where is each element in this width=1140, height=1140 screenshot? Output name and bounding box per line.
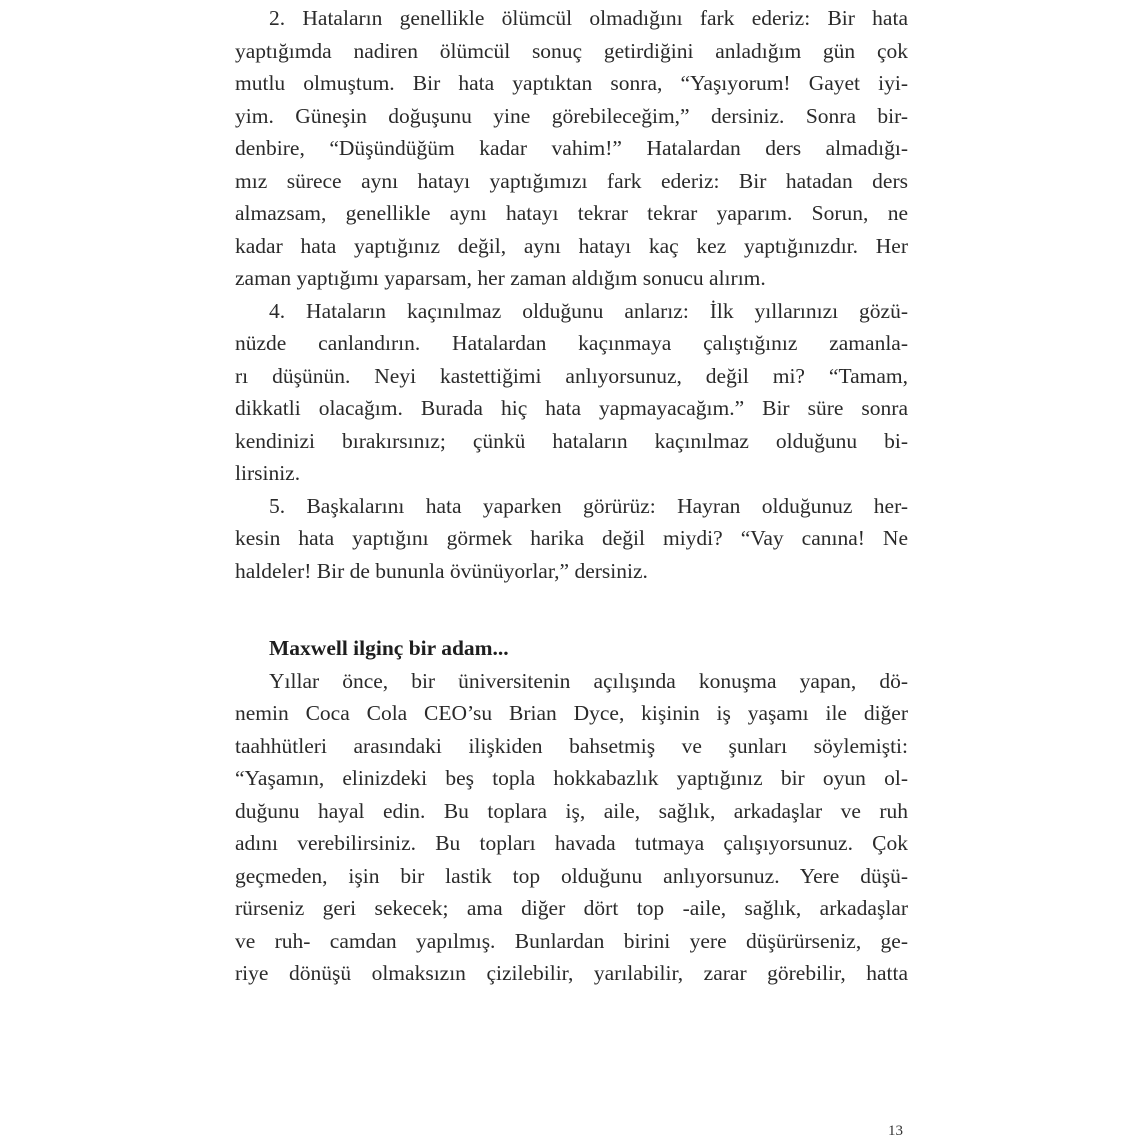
paragraph-section-body xyxy=(235,665,908,990)
text-line: haldeler! Bir de bununla övünüyorlar,” dersiniz. xyxy=(235,558,648,583)
section-heading: Maxwell ilginç bir adam... xyxy=(269,636,509,660)
text-line: duğunu hayal edin. Bu toplara iş, aile, sağlık, arkadaşlar ve ruh xyxy=(235,798,908,823)
text-line: mutlu olmuştum. Bir hata yaptıktan sonra, “Yaşıyorum! Gayet iyi- xyxy=(235,71,908,95)
paragraph-item-2 xyxy=(235,2,908,295)
text-line: ve ruh- camdan yapılmış. Bunlardan birini yere düşürürseniz, ge- xyxy=(235,928,908,953)
text-line: nüzde canlandırın. Hatalardan kaçınmaya çalıştığınız zamanla- xyxy=(235,331,908,355)
text-line: riye dönüşü olmaksızın çizilebilir, yarılabilir, zarar görebilir, hatta xyxy=(235,961,908,985)
text-line: denbire, “Düşündüğüm kadar vahim!” Hatalardan ders almadığı- xyxy=(235,136,908,160)
text-line: rürseniz geri sekecek; ama diğer dört top -aile, sağlık, arkadaşlar xyxy=(235,896,908,920)
section-spacer xyxy=(235,587,908,632)
text-line: kadar hata yaptığınız değil, aynı hatayı kaç kez yaptığınızdır. Her xyxy=(235,233,908,258)
text-line: almazsam, genellikle aynı hatayı tekrar tekrar yaparım. Sorun, ne xyxy=(235,201,908,225)
text-line: rı düşünün. Neyi kastettiğimi anlıyorsunuz, değil mi? “Tamam, xyxy=(235,363,908,388)
text-line: kesin hata yaptığını görmek harika değil miydi? “Vay canına! Ne xyxy=(235,526,908,550)
text-line: dikkatli olacağım. Burada hiç hata yapmayacağım.” Bir süre sonra xyxy=(235,396,908,420)
paragraph-item-4 xyxy=(235,295,908,490)
text-line: “Yaşamın, elinizdeki beş topla hokkabazlık yaptığınız bir oyun ol- xyxy=(235,766,908,790)
text-line: kendinizi bırakırsınız; çünkü hataların kaçınılmaz olduğunu bi- xyxy=(235,428,908,453)
page-number: 13 xyxy=(888,1123,903,1139)
text-line: adını verebilirsiniz. Bu topları havada tutmaya çalışıyorsunuz. Çok xyxy=(235,831,908,855)
text-line: lirsiniz. xyxy=(235,461,301,485)
text-line: Yıllar önce, bir üniversitenin açılışında konuşma yapan, dö- xyxy=(269,668,908,693)
text-line: yaptığımda nadiren ölümcül sonuç getirdiğini anladığım gün çok xyxy=(235,38,908,63)
text-line: 4. Hataların kaçınılmaz olduğunu anlarız: İlk yıllarınızı gözü- xyxy=(269,298,908,323)
text-line: yim. Güneşin doğuşunu yine görebileceğim,” dersiniz. Sonra bir- xyxy=(235,103,908,128)
book-page xyxy=(235,2,908,990)
text-line: nemin Coca Cola CEO’su Brian Dyce, kişinin iş yaşamı ile diğer xyxy=(235,701,908,725)
text-line: mız sürece aynı hatayı yaptığımızı fark ederiz: Bir hatadan ders xyxy=(235,168,908,193)
text-line: 2. Hataların genellikle ölümcül olmadığını fark ederiz: Bir hata xyxy=(269,6,908,30)
text-line: geçmeden, işin bir lastik top olduğunu anlıyorsunuz. Yere düşü- xyxy=(235,863,908,888)
text-line: 5. Başkalarını hata yaparken görürüz: Hayran olduğunuz her- xyxy=(269,493,908,518)
text-line: taahhütleri arasındaki ilişkiden bahsetmiş ve şunları söylemişti: xyxy=(235,733,908,758)
paragraph-item-5 xyxy=(235,490,908,588)
text-line: zaman yaptığımı yaparsam, her zaman aldığım sonucu alırım. xyxy=(235,266,766,290)
